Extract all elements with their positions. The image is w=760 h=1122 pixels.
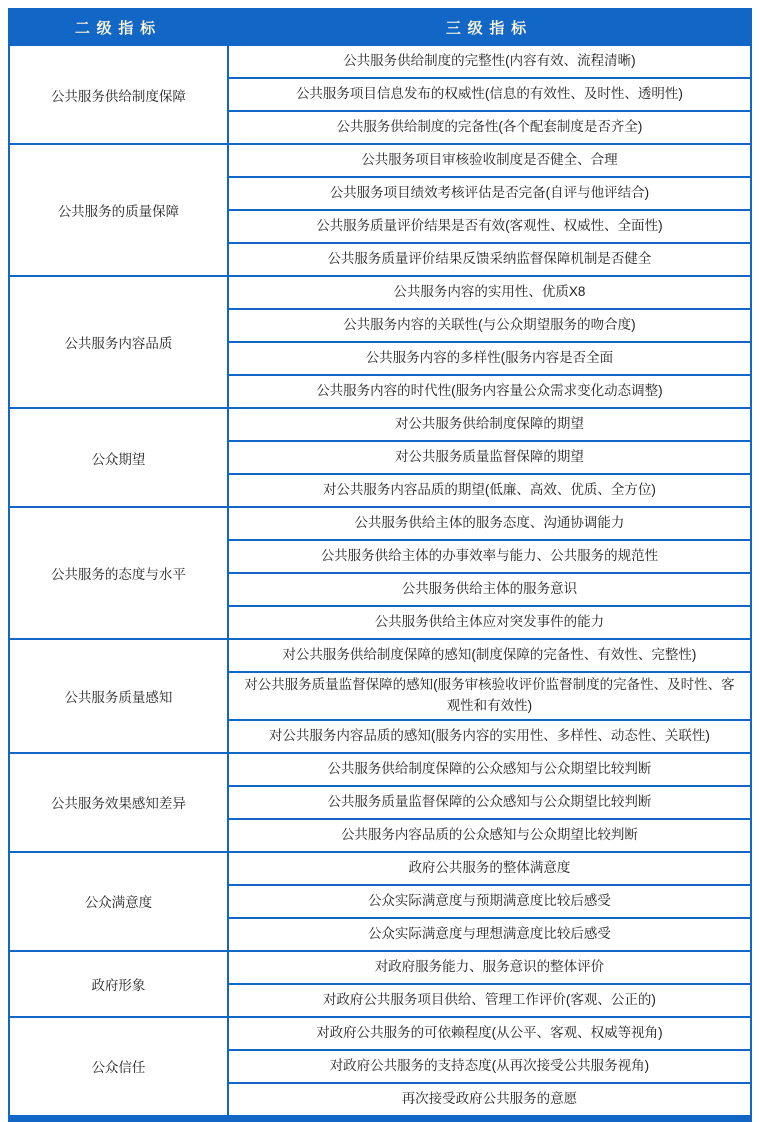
- table-row: [9, 507, 751, 540]
- level3-indicator-cell: 对公共服务内容品质的期望(低廉、高效、优质、全方位): [228, 474, 751, 507]
- level3-indicator-cell: 公共服务内容的多样性(服务内容是否全面: [228, 342, 751, 375]
- level3-indicator-cell: 公共服务供给制度的完备性(各个配套制度是否齐全): [228, 111, 751, 144]
- level2-indicator-cell: 公众满意度: [9, 852, 228, 951]
- level3-indicator-cell: 公共服务质量监督保障的公众感知与公众期望比较判断: [228, 786, 751, 819]
- level3-indicator-cell: 公共服务项目绩效考核评估是否完备(自评与他评结合): [228, 177, 751, 210]
- level3-indicator-cell: 对政府公共服务的支持态度(从再次接受公共服务视角): [228, 1050, 751, 1083]
- level3-indicator-cell: 公共服务项目信息发布的权威性(信息的有效性、及时性、透明性): [228, 78, 751, 111]
- level3-indicator-cell: 公众实际满意度与理想满意度比较后感受: [228, 918, 751, 951]
- level3-indicator-cell: 对政府服务能力、服务意识的整体评价: [228, 951, 751, 984]
- level3-indicator-cell: 对公共服务质量监督保障的期望: [228, 441, 751, 474]
- table-row: [9, 852, 751, 885]
- level2-indicator-cell: 公共服务供给制度保障: [9, 45, 228, 144]
- table-row: [9, 276, 751, 309]
- level3-indicator-cell: 公共服务供给主体的办事效率与能力、公共服务的规范性: [228, 540, 751, 573]
- header-level3: 三级指标: [228, 9, 751, 45]
- level3-indicator-cell: 再次接受政府公共服务的意愿: [228, 1083, 751, 1119]
- header-row: [9, 9, 751, 45]
- level3-indicator-cell: 公共服务供给制度保障的公众感知与公众期望比较判断: [228, 753, 751, 786]
- table-row: [9, 753, 751, 786]
- table-row: [9, 951, 751, 984]
- level3-indicator-cell: 公共服务质量评价结果是否有效(客观性、权威性、全面性): [228, 210, 751, 243]
- level3-indicator-cell: 公共服务供给主体的服务意识: [228, 573, 751, 606]
- level3-indicator-cell: 公众实际满意度与预期满意度比较后感受: [228, 885, 751, 918]
- level2-indicator-cell: 公共服务效果感知差异: [9, 753, 228, 852]
- level3-indicator-cell: 对公共服务内容品质的感知(服务内容的实用性、多样性、动态性、关联性): [228, 720, 751, 753]
- level2-indicator-cell: 政府形象: [9, 951, 228, 1017]
- level3-indicator-cell: 公共服务供给主体应对突发事件的能力: [228, 606, 751, 639]
- table-row: [9, 408, 751, 441]
- level2-indicator-cell: 公众信任: [9, 1017, 228, 1119]
- level2-indicator-cell: 公众期望: [9, 408, 228, 507]
- level3-indicator-cell: 公共服务供给制度的完整性(内容有效、流程清晰): [228, 45, 751, 78]
- level3-indicator-cell: 对公共服务质量监督保障的感知(服务审核验收评价监督制度的完备性、及时性、客观性和有效性): [228, 672, 751, 720]
- level2-indicator-cell: 公共服务质量感知: [9, 639, 228, 753]
- level3-indicator-cell: 对公共服务供给制度保障的感知(制度保障的完备性、有效性、完整性): [228, 639, 751, 672]
- level3-indicator-cell: 对公共服务供给制度保障的期望: [228, 408, 751, 441]
- level3-indicator-cell: 政府公共服务的整体满意度: [228, 852, 751, 885]
- table-row: [9, 1017, 751, 1050]
- level3-indicator-cell: 公共服务供给主体的服务态度、沟通协调能力: [228, 507, 751, 540]
- table-row: [9, 45, 751, 78]
- level2-indicator-cell: 公共服务的质量保障: [9, 144, 228, 276]
- level3-indicator-cell: 公共服务内容的关联性(与公众期望服务的吻合度): [228, 309, 751, 342]
- indicator-table: [8, 8, 752, 1122]
- level3-indicator-cell: 公共服务内容品质的公众感知与公众期望比较判断: [228, 819, 751, 852]
- table-row: [9, 144, 751, 177]
- level2-indicator-cell: 公共服务的态度与水平: [9, 507, 228, 639]
- table-row: [9, 639, 751, 672]
- level2-indicator-cell: 公共服务内容品质: [9, 276, 228, 408]
- indicator-table-header: [9, 9, 751, 45]
- level3-indicator-cell: 公共服务内容的实用性、优质X8: [228, 276, 751, 309]
- indicator-table-body: [9, 45, 751, 1118]
- level3-indicator-cell: 公共服务项目审核验收制度是否健全、合理: [228, 144, 751, 177]
- level3-indicator-cell: 公共服务内容的时代性(服务内容量公众需求变化动态调整): [228, 375, 751, 408]
- level3-indicator-cell: 公共服务质量评价结果反馈采纳监督保障机制是否健全: [228, 243, 751, 276]
- header-level2: 二级指标: [9, 9, 228, 45]
- level3-indicator-cell: 对政府公共服务项目供给、管理工作评价(客观、公正的): [228, 984, 751, 1017]
- level3-indicator-cell: 对政府公共服务的可依赖程度(从公平、客观、权威等视角): [228, 1017, 751, 1050]
